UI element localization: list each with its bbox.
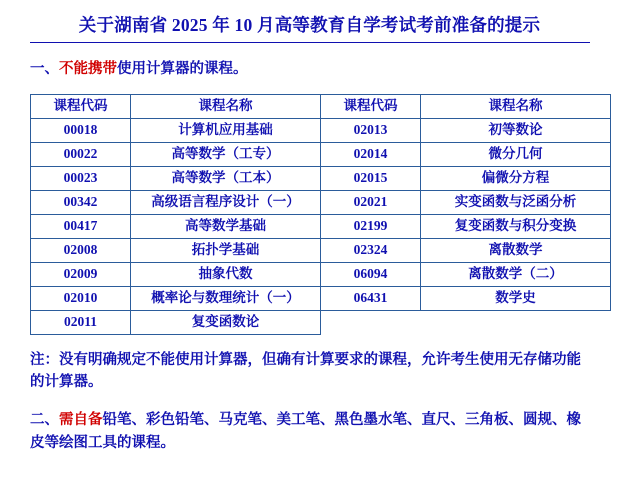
- section-two-prefix: 二、: [30, 412, 59, 429]
- cell-code: 06431: [321, 286, 421, 310]
- table-row: [31, 310, 611, 334]
- cell-code: 02011: [31, 310, 131, 334]
- cell-name: 数学史: [421, 286, 611, 310]
- column-header-code-2: 课程代码: [321, 94, 421, 118]
- cell-code: 02009: [31, 262, 131, 286]
- cell-name: 微分几何: [421, 142, 611, 166]
- cell-code: 00417: [31, 214, 131, 238]
- section-one-heading: [30, 59, 619, 81]
- cell-name: 偏微分方程: [421, 166, 611, 190]
- cell-name: 高等数学（工专）: [131, 142, 321, 166]
- cell-name: 拓扑学基础: [131, 238, 321, 262]
- cell-name: 复变函数与积分变换: [421, 214, 611, 238]
- table-row: [31, 142, 611, 166]
- cell-code: 02008: [31, 238, 131, 262]
- column-header-code-1: 课程代码: [31, 94, 131, 118]
- cell-name: 复变函数论: [131, 310, 321, 334]
- cell-name: 概率论与数理统计（一）: [131, 286, 321, 310]
- cell-code: 02013: [321, 118, 421, 142]
- table-row: [31, 286, 611, 310]
- section-two-rest: 铅笔、彩色铅笔、马克笔、美工笔、黑色墨水笔、直尺、三角板、圆规、橡皮等绘图工具的课程。: [30, 412, 581, 451]
- cell-name: 高等数学（工本）: [131, 166, 321, 190]
- calculator-note: 注：没有明确规定不能使用计算器，但确有计算要求的课程，允许考生使用无存储功能的计算器。: [30, 351, 581, 390]
- cell-code: 00023: [31, 166, 131, 190]
- cell-code: 00342: [31, 190, 131, 214]
- cell-name: 抽象代数: [131, 262, 321, 286]
- cell-code: 02014: [321, 142, 421, 166]
- section-one-rest: 使用计算器的课程。: [117, 60, 248, 77]
- table-row: [31, 118, 611, 142]
- table-row: [31, 262, 611, 286]
- cell-code: 00022: [31, 142, 131, 166]
- table-row: [31, 166, 611, 190]
- cell-name: 离散数学（二）: [421, 262, 611, 286]
- section-two-heading: [30, 409, 590, 454]
- table-row: [31, 214, 611, 238]
- cell-code: 02010: [31, 286, 131, 310]
- cell-name: 实变函数与泛函分析: [421, 190, 611, 214]
- cell-name: 初等数论: [421, 118, 611, 142]
- page-title: 关于湖南省 2025 年 10 月高等教育自学考试考前准备的提示: [78, 15, 541, 35]
- section-two-highlight: 需自备: [59, 412, 103, 429]
- course-table: [30, 94, 611, 335]
- title-underline: [30, 42, 590, 43]
- column-header-name-2: 课程名称: [421, 94, 611, 118]
- cell-code: 06094: [321, 262, 421, 286]
- cell-code: 00018: [31, 118, 131, 142]
- cell-code: 02021: [321, 190, 421, 214]
- table-row: [31, 238, 611, 262]
- column-header-name-1: 课程名称: [131, 94, 321, 118]
- cell-name: 计算机应用基础: [131, 118, 321, 142]
- section-one-highlight: 不能携带: [59, 60, 117, 77]
- cell-name-empty: [421, 310, 611, 334]
- section-one-prefix: 一、: [30, 60, 59, 77]
- cell-name: 高级语言程序设计（一）: [131, 190, 321, 214]
- cell-code: 02015: [321, 166, 421, 190]
- cell-code-empty: [321, 310, 421, 334]
- cell-name: 离散数学: [421, 238, 611, 262]
- cell-name: 高等数学基础: [131, 214, 321, 238]
- cell-code: 02199: [321, 214, 421, 238]
- cell-code: 02324: [321, 238, 421, 262]
- table-header-row: [31, 94, 611, 118]
- document-page: [0, 14, 619, 493]
- course-table-body: [31, 94, 611, 334]
- table-row: [31, 190, 611, 214]
